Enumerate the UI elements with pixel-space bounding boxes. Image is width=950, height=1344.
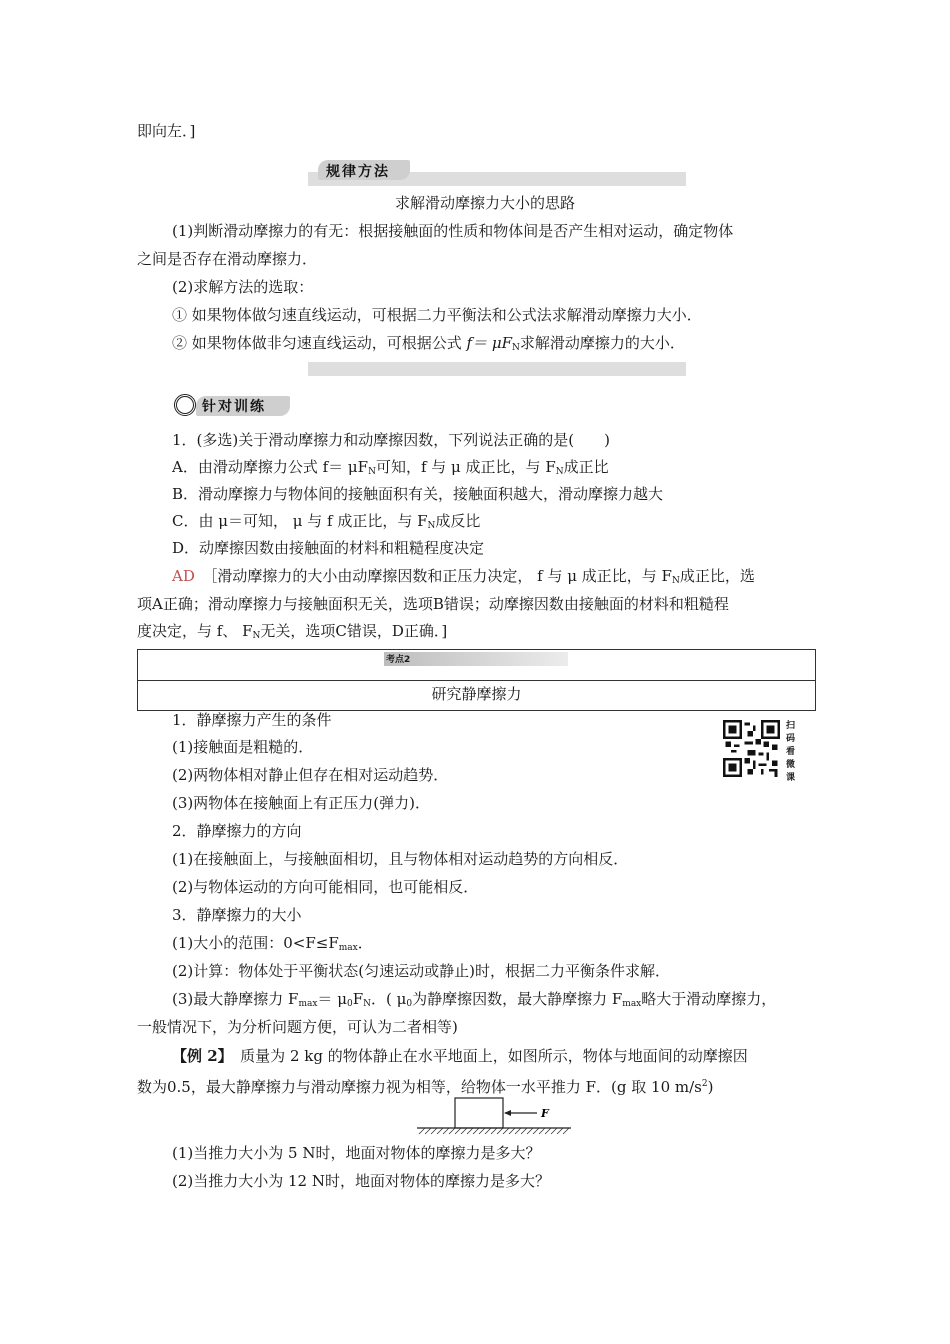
answer-line: AD ［滑动摩擦力的大小由动摩擦因数和正压力决定， f 与 μ 成正比，与 $F_N$成正比，选: [172, 567, 755, 586]
example-q1: (1)当推力大小为 5 N时，地面对物体的摩擦力是多大？: [172, 1144, 541, 1162]
magnitude-2: (2)计算：物体处于平衡状态(匀速运动或静止)时，根据二力平衡条件求解．: [172, 962, 670, 980]
force-diagram: [415, 1096, 575, 1138]
magnitude-1: (1)大小的范围：$0<F\le F_{max}$．: [172, 934, 373, 953]
example-q2: (2)当推力大小为 12 N时，地面对物体的摩擦力是多大？: [172, 1172, 550, 1190]
option-c: C．由 μ＝可知， μ 与 f 成正比，与 $F_N$成反比: [172, 512, 481, 531]
option-a: A．由滑动摩擦力公式 $f= \mu F_N$可知，f 与 μ 成正比，与 $F_N$成正比: [172, 458, 609, 477]
magnitude-3: (3)最大静摩擦力 $F_{max}= \mu_0F_N$．( $\mu_0$为静摩擦因数，最大静摩擦力 $F_{max}$略大于滑动摩擦力，: [172, 990, 777, 1009]
qr-caption: 扫码看微课: [786, 721, 796, 783]
answer: AD: [172, 567, 195, 585]
method-banner-bottom: [308, 362, 686, 376]
direction-2: (2)与物体运动的方向可能相同，也可能相反．: [172, 878, 479, 896]
magnitude-3b: 一般情况下，为分析问题方便，可认为二者相等): [137, 1018, 458, 1036]
condition-2: (2)两物体相对静止但存在相对运动趋势．: [172, 766, 449, 784]
example-line-1: 【例 2】 质量为 2 kg 的物体静止在水平地面上，如图所示，物体与地面间的动摩擦因: [172, 1047, 748, 1065]
force-label: F: [541, 1107, 549, 1120]
method-p3: ① 如果物体做匀速直线运动，可根据二力平衡法和公式法求解滑动摩擦力大小．: [172, 306, 702, 324]
topic-box: [137, 649, 816, 711]
heading-2: 2．静摩擦力的方向: [172, 822, 302, 840]
heading-1: 1．静摩擦力产生的条件: [172, 711, 332, 729]
option-b: B．滑动摩擦力与物体间的接触面积有关，接触面积越大，滑动摩擦力越大: [172, 485, 664, 503]
condition-3: (3)两物体在接触面上有正压力(弹力)．: [172, 794, 430, 812]
heading-3: 3．静摩擦力的大小: [172, 906, 302, 924]
top-line: 即向左．]: [137, 122, 196, 140]
condition-1: (1)接触面是粗糙的．: [172, 738, 314, 756]
explanation-3: 度决定，与 f、 $F_N$无关，选项C错误，D正确．]: [137, 622, 448, 641]
example-line-2: 数为0.5，最大静摩擦力与滑动摩擦力视为相等，给物体一水平推力 F．(g 取 10 $m/s^2$): [137, 1078, 714, 1096]
example-label: 【例 2】: [172, 1047, 226, 1065]
method-badge: 规律方法: [326, 164, 390, 180]
practice-badge: 针对训练: [202, 399, 266, 415]
method-title: 求解滑动摩擦力大小的思路: [395, 194, 576, 212]
direction-1: (1)在接触面上，与接触面相切，且与物体相对运动趋势的方向相反．: [172, 850, 629, 868]
method-p1b: 之间是否存在滑动摩擦力．: [137, 250, 318, 268]
qr-code-icon[interactable]: [723, 720, 780, 777]
target-icon: [174, 394, 196, 416]
topic-title: 研究静摩擦力: [431, 685, 522, 703]
option-d: D．动摩擦因数由接触面的材料和粗糙程度决定: [172, 539, 485, 557]
explanation-2: 项A正确；滑动摩擦力与接触面积无关，选项B错误；动摩擦因数由接触面的材料和粗糙程: [137, 595, 729, 613]
method-p1: (1)判断滑动摩擦力的有无：根据接触面的性质和物体间是否产生相对运动，确定物体: [172, 222, 734, 240]
method-p2: (2)求解方法的选取：: [172, 278, 314, 296]
method-p4: ② 如果物体做非匀速直线运动，可根据公式 $f= \mu F_N$求解滑动摩擦力的大小．: [172, 334, 685, 353]
topic-badge: 考点2: [386, 655, 411, 665]
question-1: 1．(多选)关于滑动摩擦力和动摩擦因数，下列说法正确的是( ): [172, 431, 610, 449]
